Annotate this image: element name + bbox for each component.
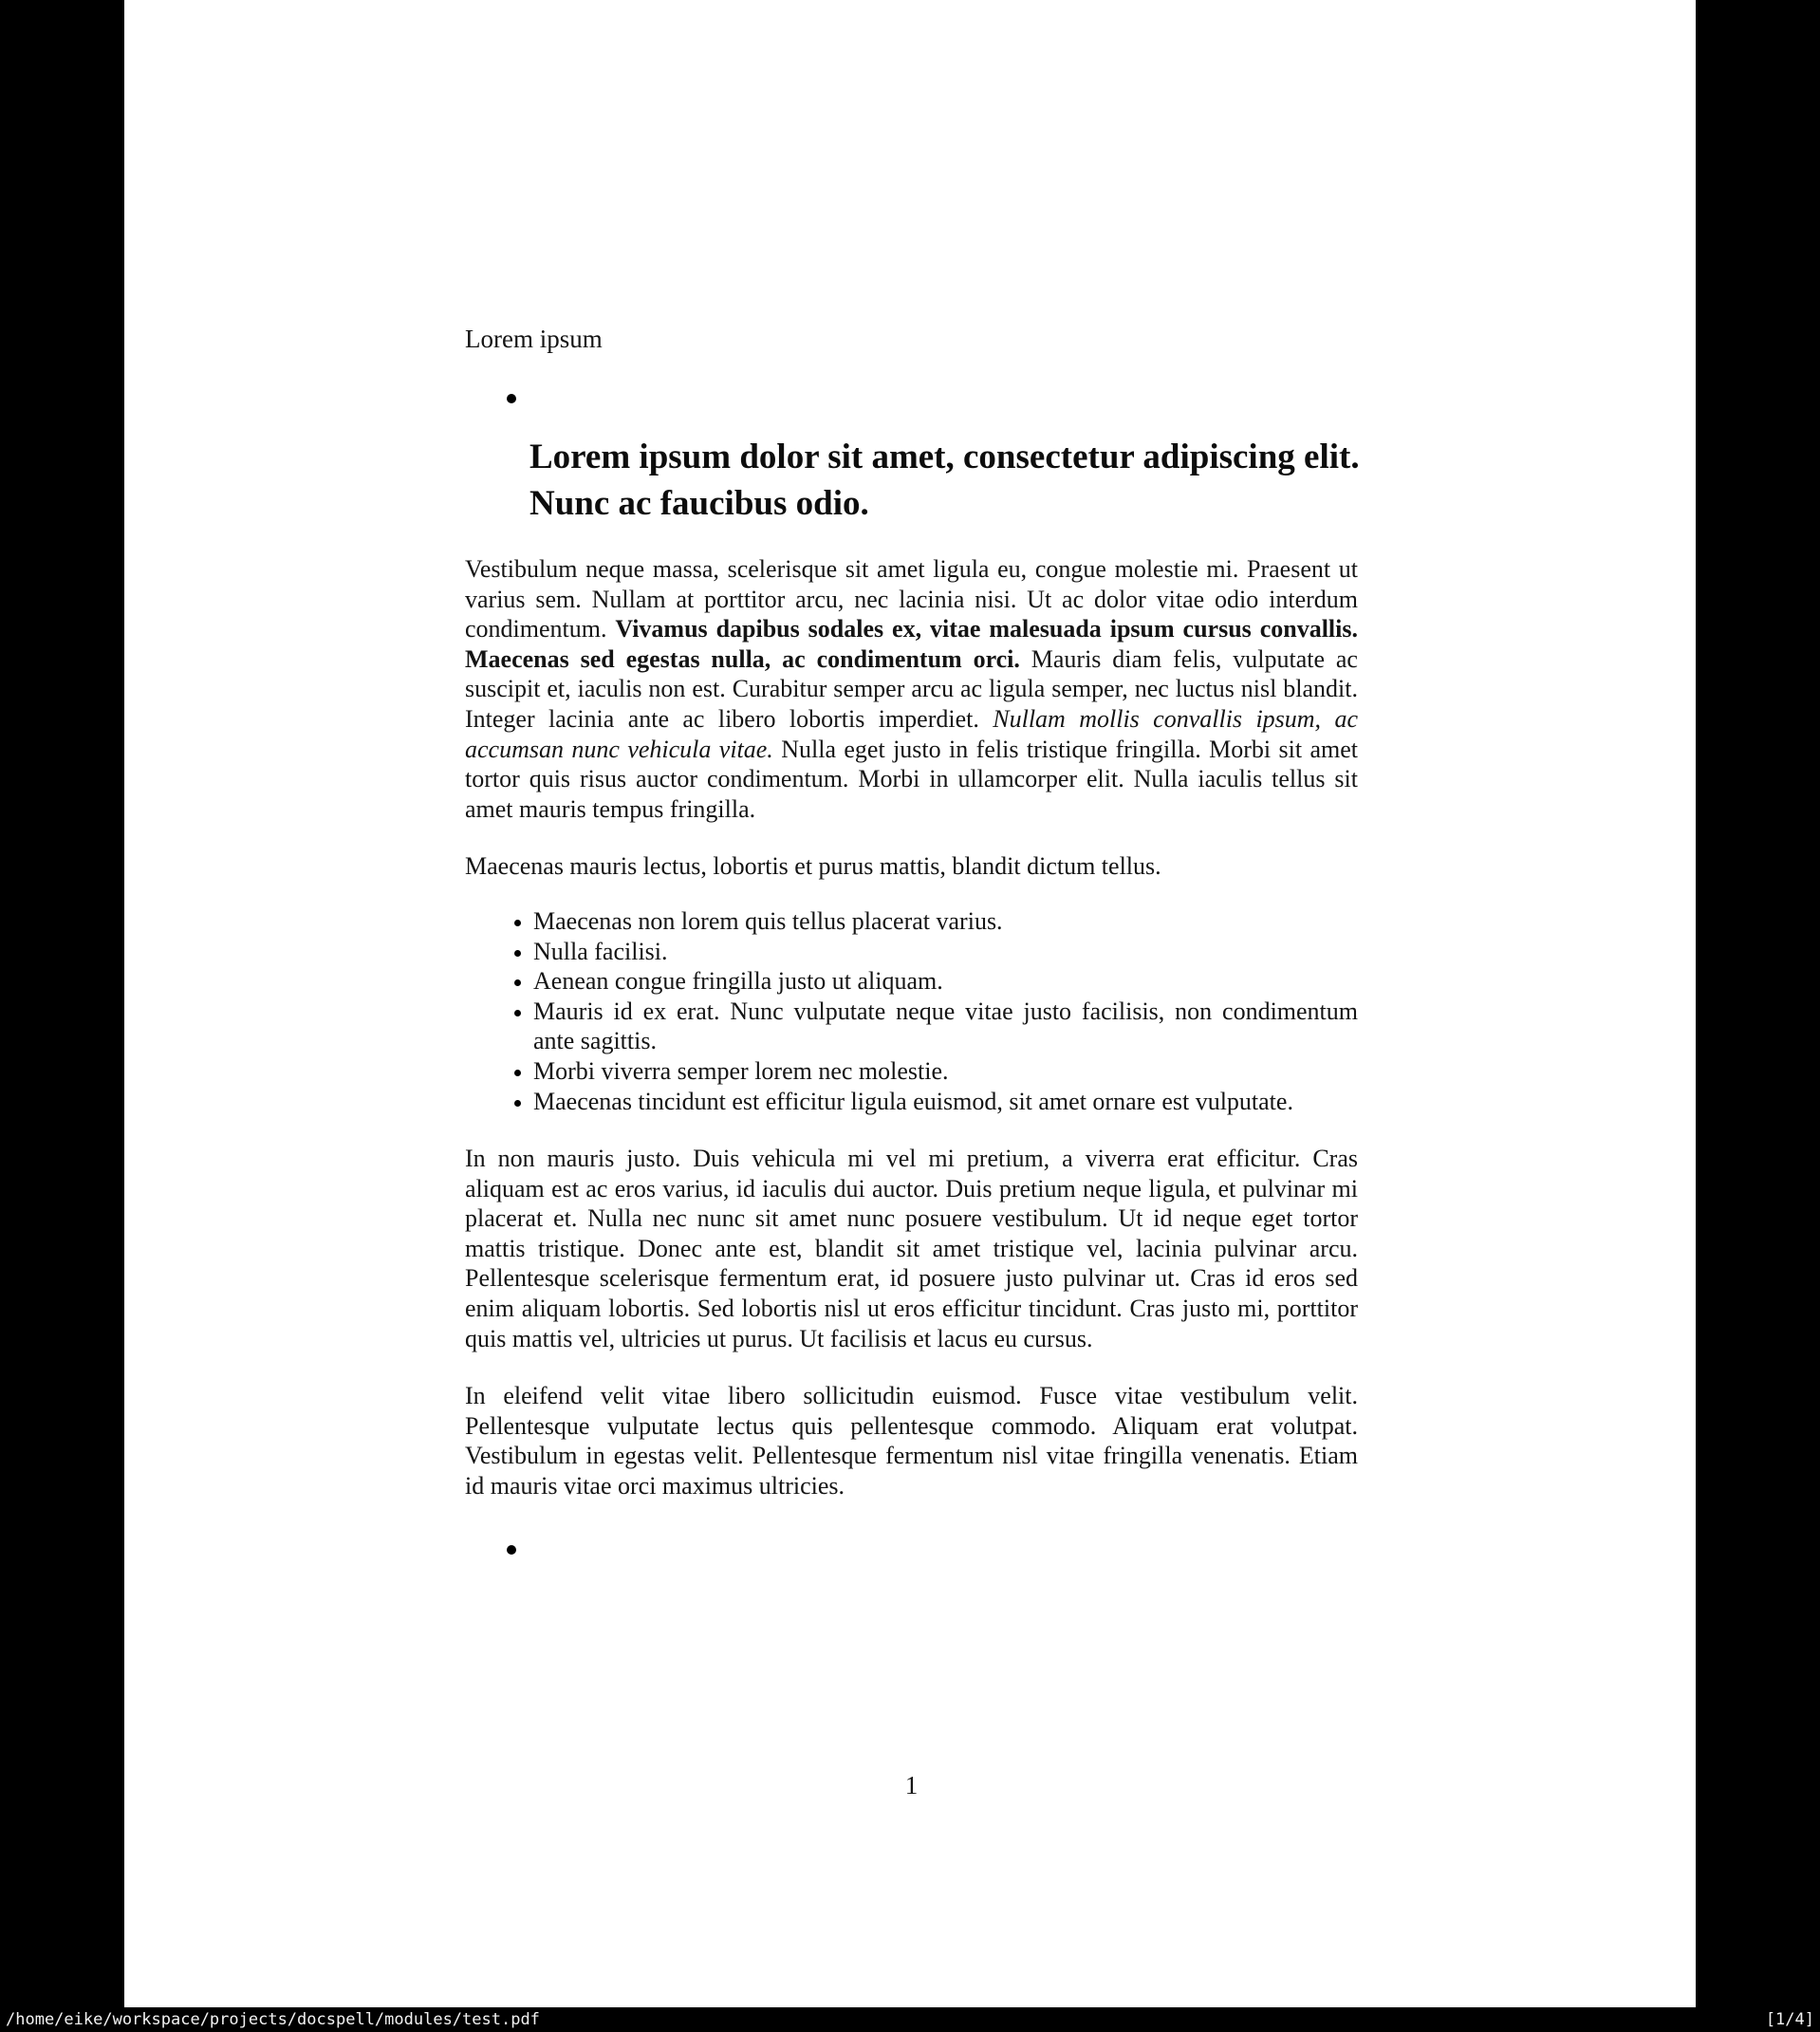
section-heading: Lorem ipsum dolor sit amet, consectetur adipiscing elit. Nunc ac faucibus odio. xyxy=(529,438,1360,523)
list-item: • Morbi viverra semper lorem nec molestie. xyxy=(533,1056,1358,1087)
text-segment-normal: Vestibulum neque massa, scelerisque sit amet ligula eu, congue molestie mi. Praesent ut varius sem. Nullam at porttitor arcu, nec lacinia nisi. Ut ac dolor vitae odio interdum condimentum. xyxy=(465,555,1358,643)
text-segment-normal: In eleifend velit vitae libero sollicitudin euismod. Fusce vitae vestibulum velit. Pellentesque vulputate lectus quis pellentesque commodo. Aliquam erat volutpat. Vestibulum in egestas velit. Pellentesque fermentum nisl vitae fringilla venenatis. Etiam id mauris vitae orci maximus ultricies. xyxy=(465,1382,1358,1501)
paragraph-1 xyxy=(465,554,1358,824)
text-segment-normal: In non mauris justo. Duis vehicula mi vel mi pretium, a viverra erat efficitur. Cras aliquam est ac eros varius, id iaculis dui auctor. Duis pretium neque ligula, et pulvinar mi placerat et. Nulla nec nunc sit amet nunc posuere vestibulum. Ut id neque eget tortor mattis tristique. Donec ante est, blandit sit amet tristique vel, lacinia pulvinar arcu. Pellentesque scelerisque fermentum erat, id posuere justo pulvinar ut. Cras id eros sed enim aliquam lobortis. Sed lobortis nisl ut eros efficitur tincidunt. Cras justo mi, porttitor quis mattis vel, ultricies ut purus. Ut facilisis et lacus eu cursus. xyxy=(465,1145,1358,1352)
pdf-page[interactable] xyxy=(124,0,1696,2007)
list-item: • Maecenas tincidunt est efficitur ligula euismod, sit amet ornare est vulputate. xyxy=(533,1087,1358,1117)
text-segment-bold: Vivamus dapibus sodales ex, vitae malesuada ipsum cursus convallis. Maecenas sed egestas nulla, ac condimentum orci. xyxy=(465,615,1358,673)
lead-paragraph: Lorem ipsum xyxy=(465,325,603,353)
text-segment-italic: Nullam mollis convallis ipsum, ac accumsan nunc vehicula vitae. xyxy=(465,704,1358,763)
empty-list-item-bottom xyxy=(465,1541,1358,1553)
page-content xyxy=(465,0,1358,1553)
bullet-icon xyxy=(507,394,516,403)
list-item: • Nulla facilisi. xyxy=(533,937,1358,967)
paragraph-4 xyxy=(465,1381,1358,1501)
list-item: • Aenean congue fringilla justo ut aliquam. xyxy=(533,966,1358,997)
list-item: • Mauris id ex erat. Nunc vulputate neque vitae justo facilisis, non condimentum ante sagittis. xyxy=(533,997,1358,1056)
statusbar-filepath: /home/eike/workspace/projects/docspell/modules/test.pdf xyxy=(6,2010,540,2029)
text-segment-normal: Maecenas mauris lectus, lobortis et purus mattis, blandit dictum tellus. xyxy=(465,852,1161,881)
statusbar-page-indicator: [1/4] xyxy=(1765,2010,1814,2029)
page-number: 1 xyxy=(904,1771,919,1799)
bullet-list xyxy=(465,906,1358,1116)
paragraph-2 xyxy=(465,851,1358,882)
list-item: • Maecenas non lorem quis tellus placerat varius. xyxy=(533,906,1358,937)
statusbar xyxy=(0,2007,1820,2032)
paragraph-3 xyxy=(465,1144,1358,1353)
text-segment-normal: Nulla eget justo in felis tristique fringilla. Morbi sit amet tortor quis risus auctor condimentum. Morbi in ullamcorper elit. Nulla iaculis tellus sit amet mauris tempus fringilla. xyxy=(465,735,1358,823)
text-segment-normal: Mauris diam felis, vulputate ac suscipit et, iaculis non est. Curabitur semper arcu ac ligula semper, nec luctus nisl blandit. Integer lacinia ante ac libero lobortis imperdiet. xyxy=(465,644,1358,733)
empty-list-item-top xyxy=(465,390,1358,401)
bullet-icon xyxy=(507,1545,516,1555)
